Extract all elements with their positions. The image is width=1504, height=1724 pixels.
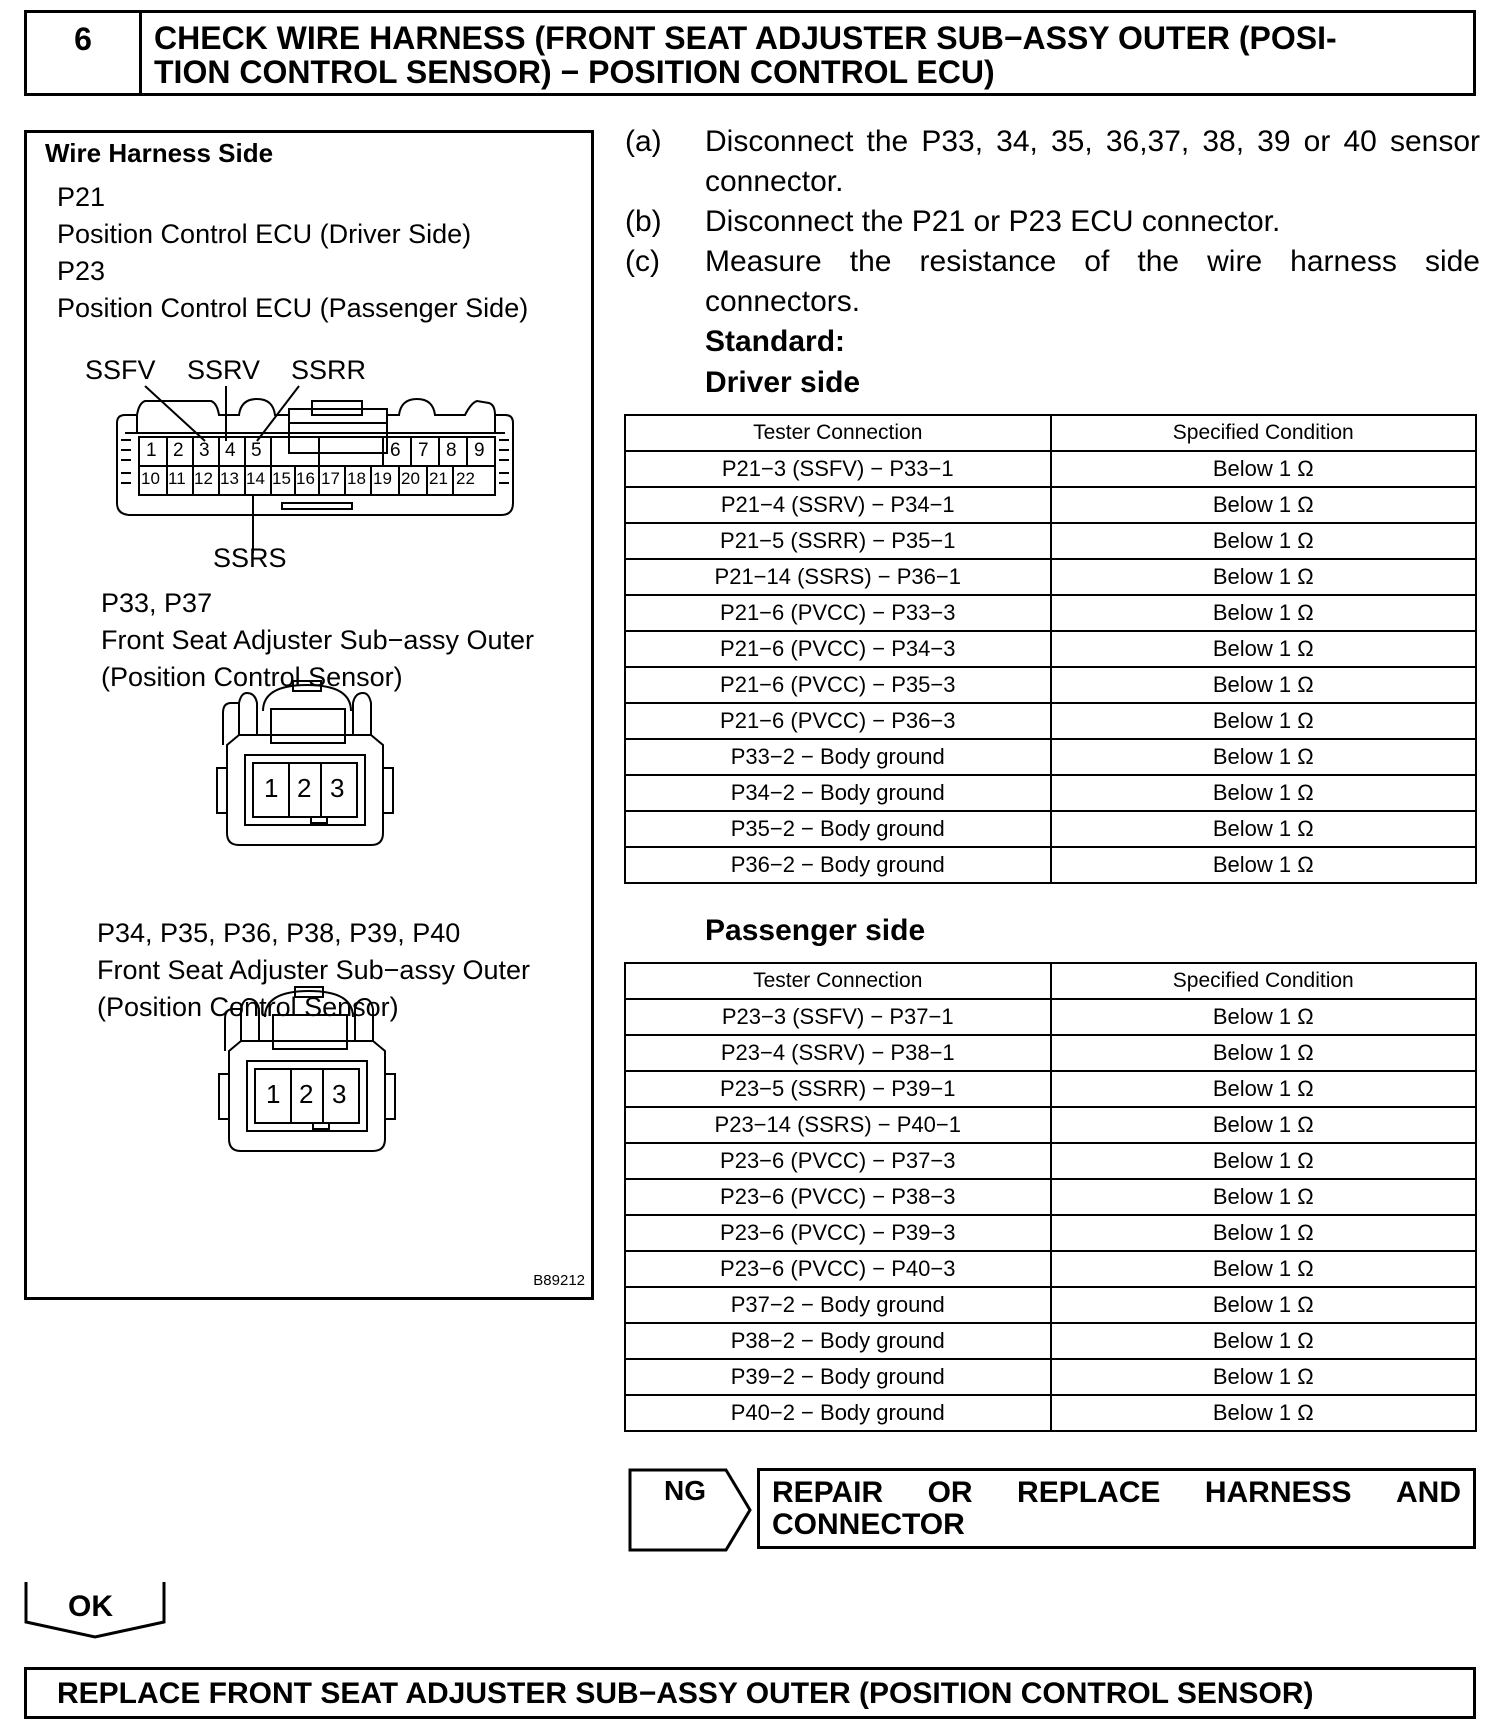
final-action-box: REPLACE FRONT SEAT ADJUSTER SUB−ASSY OUTER (POSITION CONTROL SENSOR) [24,1667,1476,1719]
specified-condition: Below 1 Ω [1051,1107,1477,1143]
driver-side-label: Driver side [705,366,861,399]
sensor1-pin: 3 [330,773,345,803]
ecu-pin: 7 [418,440,429,461]
sensor-caption-2 [97,915,530,1026]
step-letter: (c) [625,245,660,278]
table-row [625,703,1476,739]
ecu-pin: 6 [390,440,401,461]
ok-label: OK [68,1590,113,1623]
ecu-line-driver: Position Control ECU (Driver Side) [57,219,472,249]
step-header [24,10,1476,96]
table-row [625,667,1476,703]
specified-condition: Below 1 Ω [1051,1287,1477,1323]
ecu-pin: 11 [168,469,186,488]
tester-connection: P23−3 (SSFV) − P37−1 [625,999,1051,1035]
ng-word: REPLACE [1017,1476,1161,1509]
table-row [625,487,1476,523]
sensor1-line: Front Seat Adjuster Sub−assy Outer [101,625,534,655]
table-row [625,559,1476,595]
table-row [625,1179,1476,1215]
specified-condition: Below 1 Ω [1051,1395,1477,1431]
step-letter: (b) [625,205,662,238]
sensor1-pin: 2 [297,773,312,803]
specified-condition: Below 1 Ω [1051,1251,1477,1287]
table-row [625,999,1476,1035]
column-header: Tester Connection [625,415,1051,451]
tester-connection: P34−2 − Body ground [625,775,1051,811]
step-b [625,202,1480,242]
pin-label-ssrs: SSRS [213,543,287,573]
tester-connection: P21−5 (SSRR) − P35−1 [625,523,1051,559]
sensor-connector-icon-1 [217,681,393,845]
sensor1-pin: 1 [264,773,279,803]
tester-connection: P39−2 − Body ground [625,1359,1051,1395]
table-row [625,1107,1476,1143]
specified-condition: Below 1 Ω [1051,487,1477,523]
specified-condition: Below 1 Ω [1051,1179,1477,1215]
step-a [625,122,1480,202]
ecu-pin: 21 [429,469,448,488]
step-c [625,242,1480,322]
sensor1-line: (Position Control Sensor) [101,662,403,692]
specified-condition: Below 1 Ω [1051,595,1477,631]
table-row [625,1287,1476,1323]
specified-condition: Below 1 Ω [1051,451,1477,487]
tester-connection: P35−2 − Body ground [625,811,1051,847]
table-row [625,1215,1476,1251]
sensor2-pin: 1 [266,1079,281,1109]
ng-word: OR [927,1476,973,1509]
ng-word: AND [1396,1476,1461,1509]
table-row [625,595,1476,631]
table-row [625,523,1476,559]
column-header: Specified Condition [1051,963,1477,999]
table-row [625,811,1476,847]
tester-connection: P23−5 (SSRR) − P39−1 [625,1071,1051,1107]
tester-connection: P36−2 − Body ground [625,847,1051,883]
ecu-pin: 3 [199,440,210,461]
table-header-row [625,415,1476,451]
ecu-pin: 5 [251,440,262,461]
pin-label-ssrv: SSRV [187,355,261,385]
ecu-pin: 16 [296,469,315,488]
specified-condition: Below 1 Ω [1051,999,1477,1035]
tester-connection: P21−6 (PVCC) − P33−3 [625,595,1051,631]
ng-word: HARNESS [1204,1476,1352,1509]
ecu-pin: 10 [141,469,160,488]
tester-connection: P23−6 (PVCC) − P37−3 [625,1143,1051,1179]
ng-result-line2: CONNECTOR [772,1508,965,1541]
specified-condition: Below 1 Ω [1051,667,1477,703]
specified-condition: Below 1 Ω [1051,1359,1477,1395]
tester-connection: P23−6 (PVCC) − P39−3 [625,1215,1051,1251]
specified-condition: Below 1 Ω [1051,1071,1477,1107]
tester-connection: P21−6 (PVCC) − P34−3 [625,631,1051,667]
ng-result-box [757,1468,1476,1549]
wire-harness-figure [24,130,594,1300]
pin-label-ssfv: SSFV [85,355,156,385]
ecu-pin: 15 [272,469,291,488]
tester-connection: P21−6 (PVCC) − P36−3 [625,703,1051,739]
table-row [625,1251,1476,1287]
passenger-side-label: Passenger side [705,914,926,947]
step-title [142,13,1473,93]
step-number: 6 [27,13,142,93]
ng-result-line1 [772,1477,1461,1509]
table-row [625,1359,1476,1395]
tester-connection: P23−6 (PVCC) − P38−3 [625,1179,1051,1215]
ecu-caption [57,179,528,327]
tester-connection: P23−4 (SSRV) − P38−1 [625,1035,1051,1071]
specified-condition: Below 1 Ω [1051,775,1477,811]
step-text: Disconnect the P33, 34, 35, 36,37, 38, 39 or 40 sensor connector. [705,125,1480,198]
tester-connection: P23−6 (PVCC) − P40−3 [625,1251,1051,1287]
step-text: Disconnect the P21 or P23 ECU connector. [705,205,1281,238]
ecu-pin: 22 [456,469,475,488]
step-text: Measure the resistance of the wire harness side connectors. [705,245,1480,318]
ecu-pin: 18 [347,469,366,488]
ecu-line-p21: P21 [57,182,106,212]
specified-condition: Below 1 Ω [1051,703,1477,739]
specified-condition: Below 1 Ω [1051,559,1477,595]
tester-connection: P21−4 (SSRV) − P34−1 [625,487,1051,523]
specified-condition: Below 1 Ω [1051,847,1477,883]
driver-side-table [624,414,1477,884]
ecu-pin: 9 [474,440,485,461]
table-header-row [625,963,1476,999]
ng-word: REPAIR [772,1476,884,1509]
sensor2-line: Front Seat Adjuster Sub−assy Outer [97,955,530,985]
pin-label-ssrr: SSRR [291,355,367,385]
table-row [625,739,1476,775]
tester-connection: P33−2 − Body ground [625,739,1051,775]
ecu-pin: 8 [446,440,457,461]
table-row [625,1323,1476,1359]
ecu-pin: 12 [194,469,213,488]
ecu-pin: 13 [220,469,239,488]
step-title-line1: CHECK WIRE HARNESS (FRONT SEAT ADJUSTER SUB−ASSY OUTER (POSI- [154,20,1337,56]
table-row [625,1035,1476,1071]
ecu-pin: 14 [246,469,265,488]
passenger-side-table [624,962,1477,1432]
specified-condition: Below 1 Ω [1051,1215,1477,1251]
tester-connection: P37−2 − Body ground [625,1287,1051,1323]
sensor2-pin: 2 [299,1079,314,1109]
tester-connection: P21−6 (PVCC) − P35−3 [625,667,1051,703]
specified-condition: Below 1 Ω [1051,523,1477,559]
specified-condition: Below 1 Ω [1051,1035,1477,1071]
ecu-pin: 19 [373,469,392,488]
procedure-steps [625,122,1480,322]
ecu-pin: 2 [173,440,184,461]
step-letter: (a) [625,125,662,158]
specified-condition: Below 1 Ω [1051,739,1477,775]
table-row [625,1143,1476,1179]
ng-label: NG [664,1475,706,1506]
tester-connection: P21−3 (SSFV) − P33−1 [625,451,1051,487]
sensor1-line: P33, P37 [101,588,213,618]
ecu-pin: 17 [321,469,340,488]
table-row [625,631,1476,667]
table-row [625,451,1476,487]
tester-connection: P38−2 − Body ground [625,1323,1051,1359]
tester-connection: P21−14 (SSRS) − P36−1 [625,559,1051,595]
table-row [625,775,1476,811]
step-title-line2: TION CONTROL SENSOR) − POSITION CONTROL ECU) [154,54,995,90]
ecu-pin: 20 [401,469,420,488]
specified-condition: Below 1 Ω [1051,1323,1477,1359]
column-header: Specified Condition [1051,415,1477,451]
ecu-line-p23: P23 [57,256,106,286]
figure-code: B89212 [533,1272,585,1289]
sensor2-line: P34, P35, P36, P38, P39, P40 [97,918,461,948]
ecu-pin: 4 [225,440,236,461]
specified-condition: Below 1 Ω [1051,811,1477,847]
figure-heading: Wire Harness Side [45,138,274,168]
ecu-line-passenger: Position Control ECU (Passenger Side) [57,293,529,323]
sensor-caption-1 [101,585,534,696]
ecu-pin: 1 [146,440,157,461]
sensor2-pin: 3 [332,1079,347,1109]
specified-condition: Below 1 Ω [1051,631,1477,667]
tester-connection: P23−14 (SSRS) − P40−1 [625,1107,1051,1143]
column-header: Tester Connection [625,963,1051,999]
specified-condition: Below 1 Ω [1051,1143,1477,1179]
table-row [625,847,1476,883]
table-row [625,1395,1476,1431]
tester-connection: P40−2 − Body ground [625,1395,1051,1431]
sensor2-line: (Position Control Sensor) [97,992,399,1022]
table-row [625,1071,1476,1107]
standard-label: Standard: [705,325,846,358]
